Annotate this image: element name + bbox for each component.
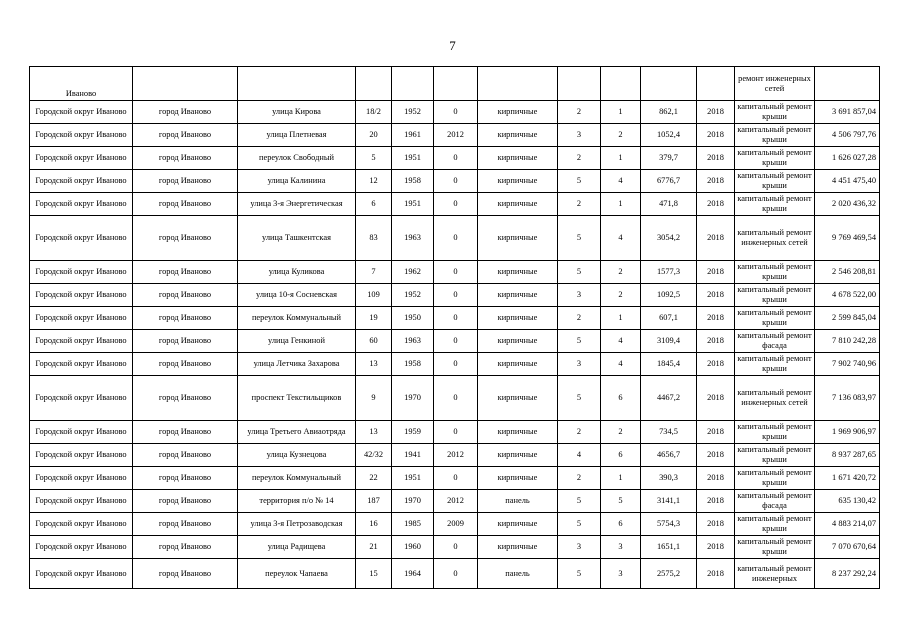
cost-cell: 7 136 083,97: [815, 376, 880, 421]
municipality-cell: Городской округ Иваново: [30, 307, 133, 330]
year-repair-cell: 0: [434, 376, 478, 421]
street-cell: улица Плетневая: [238, 124, 356, 147]
settlement-cell: город Иваново: [133, 193, 238, 216]
plan-year-cell: 2018: [697, 490, 735, 513]
year-built-cell: 1970: [392, 490, 434, 513]
settlement-cell: город Иваново: [133, 284, 238, 307]
area-cell: 390,3: [641, 467, 697, 490]
year-built-cell: 1961: [392, 124, 434, 147]
year-built-cell: 1950: [392, 307, 434, 330]
work-type-cell: капитальный ремонт крыши: [735, 261, 815, 284]
repair-registry-table: [29, 66, 880, 589]
cost-cell: 4 883 214,07: [815, 513, 880, 536]
cost-cell: [815, 67, 880, 101]
municipality-cell: Городской округ Иваново: [30, 261, 133, 284]
street-cell: улица Третьего Авиаотряда: [238, 421, 356, 444]
street-cell: переулок Коммунальный: [238, 307, 356, 330]
wall-material-cell: кирпичные: [478, 376, 558, 421]
municipality-cell: Городской округ Иваново: [30, 444, 133, 467]
settlement-cell: город Иваново: [133, 353, 238, 376]
year-repair-cell: [434, 67, 478, 101]
area-cell: 1092,5: [641, 284, 697, 307]
year-repair-cell: 0: [434, 307, 478, 330]
house-cell: 18/2: [356, 101, 392, 124]
house-cell: 7: [356, 261, 392, 284]
floors-cell: 2: [558, 147, 601, 170]
year-built-cell: 1970: [392, 376, 434, 421]
year-built-cell: 1951: [392, 147, 434, 170]
year-built-cell: 1960: [392, 536, 434, 559]
cost-cell: 7 902 740,96: [815, 353, 880, 376]
cost-cell: 2 020 436,32: [815, 193, 880, 216]
plan-year-cell: 2018: [697, 513, 735, 536]
wall-material-cell: кирпичные: [478, 193, 558, 216]
municipality-cell: Городской округ Иваново: [30, 101, 133, 124]
wall-material-cell: кирпичные: [478, 147, 558, 170]
entrances-cell: 1: [601, 147, 641, 170]
year-built-cell: 1941: [392, 444, 434, 467]
street-cell: территория п/о № 14: [238, 490, 356, 513]
year-built-cell: 1963: [392, 216, 434, 261]
street-cell: улица 3-я Энергетическая: [238, 193, 356, 216]
cost-cell: 635 130,42: [815, 490, 880, 513]
house-cell: 12: [356, 170, 392, 193]
work-type-cell: капитальный ремонт крыши: [735, 444, 815, 467]
work-type-cell: капитальный ремонт фасада: [735, 330, 815, 353]
plan-year-cell: 2018: [697, 193, 735, 216]
year-built-cell: 1963: [392, 330, 434, 353]
year-repair-cell: 2012: [434, 490, 478, 513]
table-row: [30, 559, 880, 589]
work-type-cell: капитальный ремонт крыши: [735, 101, 815, 124]
area-cell: 1577,3: [641, 261, 697, 284]
municipality-cell: Городской округ Иваново: [30, 559, 133, 589]
entrances-cell: 2: [601, 124, 641, 147]
house-cell: 6: [356, 193, 392, 216]
work-type-cell: капитальный ремонт крыши: [735, 284, 815, 307]
plan-year-cell: 2018: [697, 559, 735, 589]
settlement-cell: город Иваново: [133, 376, 238, 421]
year-built-cell: [392, 67, 434, 101]
year-repair-cell: 0: [434, 353, 478, 376]
year-repair-cell: 0: [434, 147, 478, 170]
settlement-cell: город Иваново: [133, 559, 238, 589]
year-repair-cell: 0: [434, 101, 478, 124]
entrances-cell: 2: [601, 261, 641, 284]
work-type-cell: капитальный ремонт крыши: [735, 193, 815, 216]
entrances-cell: 2: [601, 284, 641, 307]
table-row: [30, 124, 880, 147]
plan-year-cell: 2018: [697, 444, 735, 467]
table-row: [30, 444, 880, 467]
house-cell: 16: [356, 513, 392, 536]
area-cell: 607,1: [641, 307, 697, 330]
entrances-cell: 1: [601, 467, 641, 490]
settlement-cell: город Иваново: [133, 330, 238, 353]
work-type-cell: ремонт инженерных сетей: [735, 67, 815, 101]
wall-material-cell: панель: [478, 490, 558, 513]
street-cell: улица Куликова: [238, 261, 356, 284]
year-repair-cell: 2012: [434, 124, 478, 147]
wall-material-cell: кирпичные: [478, 467, 558, 490]
street-cell: улица Радищева: [238, 536, 356, 559]
street-cell: улица Кузнецова: [238, 444, 356, 467]
municipality-cell: Городской округ Иваново: [30, 421, 133, 444]
floors-cell: 5: [558, 559, 601, 589]
cost-cell: 8 937 287,65: [815, 444, 880, 467]
street-cell: проспект Текстильщиков: [238, 376, 356, 421]
table-row: [30, 513, 880, 536]
wall-material-cell: панель: [478, 559, 558, 589]
work-type-cell: капитальный ремонт крыши: [735, 170, 815, 193]
work-type-cell: капитальный ремонт фасада: [735, 490, 815, 513]
municipality-cell: Городской округ Иваново: [30, 536, 133, 559]
street-cell: переулок Коммунальный: [238, 467, 356, 490]
house-cell: [356, 67, 392, 101]
floors-cell: 5: [558, 261, 601, 284]
year-built-cell: 1958: [392, 353, 434, 376]
plan-year-cell: 2018: [697, 216, 735, 261]
area-cell: 862,1: [641, 101, 697, 124]
work-type-cell: капитальный ремонт крыши: [735, 124, 815, 147]
plan-year-cell: 2018: [697, 147, 735, 170]
settlement-cell: город Иваново: [133, 216, 238, 261]
settlement-cell: город Иваново: [133, 170, 238, 193]
wall-material-cell: кирпичные: [478, 536, 558, 559]
wall-material-cell: кирпичные: [478, 284, 558, 307]
settlement-cell: [133, 67, 238, 101]
plan-year-cell: 2018: [697, 284, 735, 307]
plan-year-cell: 2018: [697, 353, 735, 376]
wall-material-cell: кирпичные: [478, 216, 558, 261]
house-cell: 83: [356, 216, 392, 261]
year-built-cell: 1964: [392, 559, 434, 589]
year-built-cell: 1952: [392, 284, 434, 307]
house-cell: 15: [356, 559, 392, 589]
street-cell: улица Летчика Захарова: [238, 353, 356, 376]
area-cell: 379,7: [641, 147, 697, 170]
plan-year-cell: 2018: [697, 330, 735, 353]
year-repair-cell: 0: [434, 536, 478, 559]
table-row: [30, 421, 880, 444]
entrances-cell: 4: [601, 353, 641, 376]
table-row: [30, 467, 880, 490]
house-cell: 60: [356, 330, 392, 353]
area-cell: [641, 67, 697, 101]
cost-cell: 2 599 845,04: [815, 307, 880, 330]
year-built-cell: 1985: [392, 513, 434, 536]
plan-year-cell: 2018: [697, 124, 735, 147]
municipality-cell: Городской округ Иваново: [30, 353, 133, 376]
municipality-cell: Иваново: [30, 67, 133, 101]
cost-cell: 3 691 857,04: [815, 101, 880, 124]
area-cell: 1052,4: [641, 124, 697, 147]
floors-cell: 2: [558, 467, 601, 490]
floors-cell: 3: [558, 353, 601, 376]
area-cell: 4656,7: [641, 444, 697, 467]
cost-cell: 9 769 469,54: [815, 216, 880, 261]
table-row: [30, 193, 880, 216]
cost-cell: 4 678 522,00: [815, 284, 880, 307]
area-cell: 734,5: [641, 421, 697, 444]
cost-cell: 7 070 670,64: [815, 536, 880, 559]
entrances-cell: 5: [601, 490, 641, 513]
municipality-cell: Городской округ Иваново: [30, 490, 133, 513]
cost-cell: 1 626 027,28: [815, 147, 880, 170]
plan-year-cell: 2018: [697, 101, 735, 124]
table-row: [30, 490, 880, 513]
table-row: [30, 376, 880, 421]
table-row: [30, 216, 880, 261]
table-row: [30, 330, 880, 353]
year-built-cell: 1958: [392, 170, 434, 193]
cost-cell: 7 810 242,28: [815, 330, 880, 353]
area-cell: 3054,2: [641, 216, 697, 261]
entrances-cell: 1: [601, 193, 641, 216]
floors-cell: 5: [558, 490, 601, 513]
wall-material-cell: кирпичные: [478, 261, 558, 284]
year-repair-cell: 0: [434, 467, 478, 490]
floors-cell: 3: [558, 536, 601, 559]
street-cell: переулок Свободный: [238, 147, 356, 170]
house-cell: 9: [356, 376, 392, 421]
work-type-cell: капитальный ремонт крыши: [735, 513, 815, 536]
cost-cell: 4 506 797,76: [815, 124, 880, 147]
house-cell: 22: [356, 467, 392, 490]
wall-material-cell: кирпичные: [478, 170, 558, 193]
street-cell: улица 10-я Сосневская: [238, 284, 356, 307]
table-row: [30, 147, 880, 170]
floors-cell: 2: [558, 193, 601, 216]
cost-cell: 2 546 208,81: [815, 261, 880, 284]
floors-cell: 2: [558, 101, 601, 124]
year-repair-cell: 2009: [434, 513, 478, 536]
street-cell: улица Ташкентская: [238, 216, 356, 261]
area-cell: 6776,7: [641, 170, 697, 193]
street-cell: [238, 67, 356, 101]
entrances-cell: 4: [601, 170, 641, 193]
work-type-cell: капитальный ремонт крыши: [735, 536, 815, 559]
municipality-cell: Городской округ Иваново: [30, 124, 133, 147]
year-built-cell: 1959: [392, 421, 434, 444]
floors-cell: 4: [558, 444, 601, 467]
table-row-continuation: [30, 67, 880, 101]
floors-cell: 5: [558, 170, 601, 193]
cost-cell: 1 969 906,97: [815, 421, 880, 444]
street-cell: улица Генкиной: [238, 330, 356, 353]
area-cell: 2575,2: [641, 559, 697, 589]
municipality-cell: Городской округ Иваново: [30, 330, 133, 353]
settlement-cell: город Иваново: [133, 513, 238, 536]
wall-material-cell: кирпичные: [478, 444, 558, 467]
year-repair-cell: 0: [434, 559, 478, 589]
entrances-cell: 2: [601, 421, 641, 444]
year-repair-cell: 0: [434, 421, 478, 444]
table-row: [30, 536, 880, 559]
plan-year-cell: [697, 67, 735, 101]
municipality-cell: Городской округ Иваново: [30, 467, 133, 490]
settlement-cell: город Иваново: [133, 307, 238, 330]
year-repair-cell: 0: [434, 193, 478, 216]
municipality-cell: Городской округ Иваново: [30, 284, 133, 307]
table-row: [30, 101, 880, 124]
area-cell: 1651,1: [641, 536, 697, 559]
floors-cell: 3: [558, 284, 601, 307]
year-built-cell: 1951: [392, 467, 434, 490]
entrances-cell: 6: [601, 444, 641, 467]
area-cell: 3109,4: [641, 330, 697, 353]
work-type-cell: капитальный ремонт крыши: [735, 421, 815, 444]
work-type-cell: капитальный ремонт инженерных сетей: [735, 376, 815, 421]
house-cell: 42/32: [356, 444, 392, 467]
street-cell: улица Калинина: [238, 170, 356, 193]
work-type-cell: капитальный ремонт крыши: [735, 353, 815, 376]
entrances-cell: 1: [601, 307, 641, 330]
year-repair-cell: 2012: [434, 444, 478, 467]
house-cell: 13: [356, 421, 392, 444]
settlement-cell: город Иваново: [133, 421, 238, 444]
floors-cell: 2: [558, 307, 601, 330]
year-repair-cell: 0: [434, 170, 478, 193]
entrances-cell: 4: [601, 330, 641, 353]
entrances-cell: 3: [601, 559, 641, 589]
settlement-cell: город Иваново: [133, 124, 238, 147]
street-cell: переулок Чапаева: [238, 559, 356, 589]
cost-cell: 1 671 420,72: [815, 467, 880, 490]
year-built-cell: 1962: [392, 261, 434, 284]
municipality-cell: Городской округ Иваново: [30, 147, 133, 170]
plan-year-cell: 2018: [697, 261, 735, 284]
floors-cell: 5: [558, 376, 601, 421]
work-type-cell: капитальный ремонт инженерных сетей: [735, 216, 815, 261]
wall-material-cell: кирпичные: [478, 421, 558, 444]
floors-cell: [558, 67, 601, 101]
entrances-cell: [601, 67, 641, 101]
entrances-cell: 6: [601, 513, 641, 536]
plan-year-cell: 2018: [697, 376, 735, 421]
work-type-cell: капитальный ремонт крыши: [735, 467, 815, 490]
plan-year-cell: 2018: [697, 170, 735, 193]
house-cell: 20: [356, 124, 392, 147]
table-body: [30, 67, 880, 589]
settlement-cell: город Иваново: [133, 444, 238, 467]
page-number: 7: [449, 38, 456, 53]
table-row: [30, 353, 880, 376]
street-cell: улица Кирова: [238, 101, 356, 124]
house-cell: 109: [356, 284, 392, 307]
house-cell: 19: [356, 307, 392, 330]
table-row: [30, 170, 880, 193]
wall-material-cell: кирпичные: [478, 353, 558, 376]
municipality-cell: Городской округ Иваново: [30, 216, 133, 261]
year-built-cell: 1951: [392, 193, 434, 216]
floors-cell: 5: [558, 513, 601, 536]
settlement-cell: город Иваново: [133, 467, 238, 490]
plan-year-cell: 2018: [697, 467, 735, 490]
settlement-cell: город Иваново: [133, 147, 238, 170]
work-type-cell: капитальный ремонт крыши: [735, 147, 815, 170]
settlement-cell: город Иваново: [133, 101, 238, 124]
house-cell: 13: [356, 353, 392, 376]
entrances-cell: 4: [601, 216, 641, 261]
wall-material-cell: кирпичные: [478, 513, 558, 536]
wall-material-cell: кирпичные: [478, 124, 558, 147]
table-row: [30, 261, 880, 284]
plan-year-cell: 2018: [697, 536, 735, 559]
wall-material-cell: кирпичные: [478, 101, 558, 124]
table-row: [30, 307, 880, 330]
entrances-cell: 1: [601, 101, 641, 124]
area-cell: 4467,2: [641, 376, 697, 421]
year-repair-cell: 0: [434, 330, 478, 353]
entrances-cell: 3: [601, 536, 641, 559]
plan-year-cell: 2018: [697, 307, 735, 330]
settlement-cell: город Иваново: [133, 536, 238, 559]
street-cell: улица 3-я Петрозаводская: [238, 513, 356, 536]
wall-material-cell: кирпичные: [478, 330, 558, 353]
area-cell: 1845,4: [641, 353, 697, 376]
house-cell: 187: [356, 490, 392, 513]
house-cell: 21: [356, 536, 392, 559]
work-type-cell: капитальный ремонт инженерных: [735, 559, 815, 589]
cost-cell: 8 237 292,24: [815, 559, 880, 589]
municipality-cell: Городской округ Иваново: [30, 170, 133, 193]
work-type-cell: капитальный ремонт крыши: [735, 307, 815, 330]
settlement-cell: город Иваново: [133, 490, 238, 513]
settlement-cell: город Иваново: [133, 261, 238, 284]
floors-cell: 2: [558, 421, 601, 444]
year-repair-cell: 0: [434, 284, 478, 307]
floors-cell: 5: [558, 330, 601, 353]
plan-year-cell: 2018: [697, 421, 735, 444]
municipality-cell: Городской округ Иваново: [30, 513, 133, 536]
year-repair-cell: 0: [434, 261, 478, 284]
entrances-cell: 6: [601, 376, 641, 421]
municipality-cell: Городской округ Иваново: [30, 376, 133, 421]
area-cell: 3141,1: [641, 490, 697, 513]
wall-material-cell: кирпичные: [478, 307, 558, 330]
municipality-cell: Городской округ Иваново: [30, 193, 133, 216]
year-repair-cell: 0: [434, 216, 478, 261]
wall-material-cell: [478, 67, 558, 101]
year-built-cell: 1952: [392, 101, 434, 124]
house-cell: 5: [356, 147, 392, 170]
cost-cell: 4 451 475,40: [815, 170, 880, 193]
area-cell: 5754,3: [641, 513, 697, 536]
area-cell: 471,8: [641, 193, 697, 216]
floors-cell: 3: [558, 124, 601, 147]
floors-cell: 5: [558, 216, 601, 261]
table-row: [30, 284, 880, 307]
